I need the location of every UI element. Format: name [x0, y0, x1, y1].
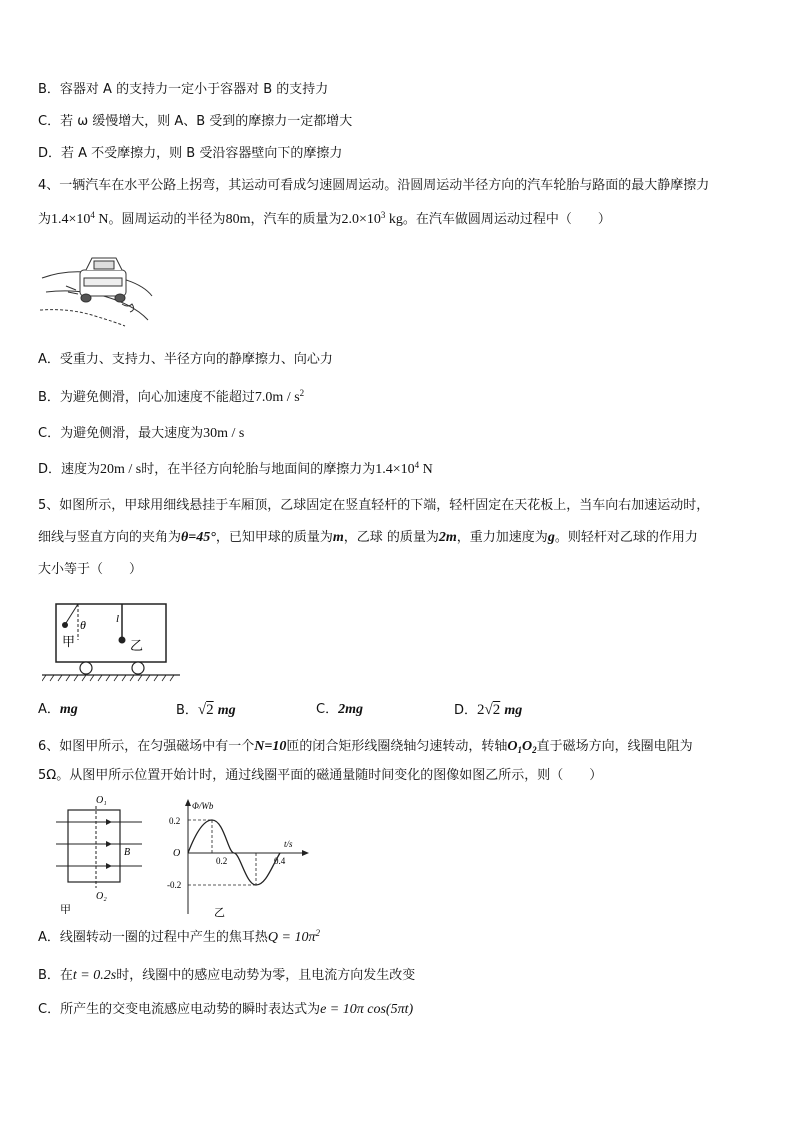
q4-radius: 80m [225, 212, 251, 227]
q6-y-axis-label: Φ/Wb [192, 801, 214, 811]
q6-coil-figure [56, 792, 148, 914]
q4-stem-line2: 为$1.4\times 10^4$ N。圆周运动的半径为80m，汽车的质量为$2.0\times 10^3$ kg。在汽车做圆周运动过程中（ ） [38, 210, 611, 227]
q4-stem-line1: 4、一辆汽车在水平公路上拐弯，其运动可看成匀速圆周运动。沿圆周运动半径方向的汽车轮胎与路面的最大静摩擦力 [38, 178, 710, 193]
q6-option-b: B．在t = 0.2s时，线圈中的感应电动势为零，且电流方向发生改变 [38, 968, 416, 983]
q6-xtick-1: 0.2 [216, 856, 228, 866]
q6-fig-yi-caption: 乙 [214, 906, 225, 918]
q6-option-c: C．所产生的交变电流感应电动势的瞬时表达式为e = 10π cos(5πt) [38, 1002, 414, 1017]
q6-x-axis-label: t/s [284, 839, 293, 849]
q4-option-c: C．为避免侧滑，最大速度为30m / s [38, 426, 245, 441]
q4-max-acceleration: $7.0m / s^2$ [254, 388, 305, 405]
q5-jia-label: 甲 [62, 635, 76, 650]
q6-ytick-bottom: -0.2 [167, 880, 182, 890]
q4-option-d: D．速度为20m / s时，在半径方向轮胎与地面间的摩擦力为$1.4\times 10^4$ N [38, 460, 433, 477]
q5-option-c: C．2mg [316, 702, 363, 717]
q6-o2-label: O₂ [96, 891, 107, 902]
q5-option-a: A．mg [38, 702, 78, 717]
q6-stem-line2: 5Ω。从图甲所示位置开始计时，通过线圈平面的磁通量随时间变化的图像如图乙所示，则（ ） [38, 768, 603, 783]
q5-option-d: D．2√2 mg [454, 702, 523, 718]
q6-xtick-2: 0.4 [274, 856, 286, 866]
q5-stem-line1: 5、如图所示，甲球用细线悬挂于车厢顶，乙球固定在竖直轻杆的下端，轻杆固定在天花板上，当车向右加速运动时， [38, 498, 710, 513]
q5-stem-line3: 大小等于（ ） [38, 562, 143, 577]
q3-option-b: B．容器对 A 的支持力一定小于容器对 B 的支持力 [38, 82, 329, 97]
q6-stem-line1: 6、如图甲所示，在匀强磁场中有一个N=10匝的闭合矩形线圈绕轴匀速转动，转轴$O_1O_2$直于磁场方向，线圈电阻为 [38, 739, 693, 755]
q5-yi-label: 乙 [130, 639, 144, 654]
q4-option-b: B．为避免侧滑，向心加速度不能超过$7.0m / s^2$ [38, 388, 305, 405]
q6-b-label: B [124, 847, 131, 858]
q6-ytick-top: 0.2 [169, 816, 181, 826]
q6-origin-label: O [173, 848, 181, 859]
q6-flux-graph [166, 796, 316, 918]
q4-mass: $2.0\times 10^3$ kg [341, 210, 403, 227]
q4-force: $1.4\times 10^4$ N [51, 210, 109, 227]
q3-option-c: C．若 ω 缓慢增大，则 A、B 受到的摩擦力一定都增大 [38, 114, 353, 129]
q6-fig-jia-caption: 甲 [60, 903, 71, 914]
q3-option-d: D．若 A 不受摩擦力，则 B 受沿容器壁向下的摩擦力 [38, 146, 343, 161]
q5-theta-label: θ [80, 618, 86, 632]
q4-max-speed: 30m / s [203, 426, 245, 441]
q5-option-b: B．√2 mg [176, 702, 236, 718]
q6-o1-label: O₁ [96, 795, 107, 806]
q5-cart-figure [42, 598, 182, 688]
q5-stem-line2: 细线与竖直方向的夹角为θ=45°，已知甲球的质量为m，乙球 的质量为2m，重力加速度为g。则轻杆对乙球的作用力 [38, 530, 698, 545]
q5-l-label: l [116, 613, 120, 625]
q4-car-figure [40, 248, 160, 328]
q4-option-a: A．受重力、支持力、半径方向的静摩擦力、向心力 [38, 352, 333, 367]
q6-option-a: A．线圈转动一圈的过程中产生的焦耳热$Q = 10\pi^2$ [38, 928, 320, 945]
